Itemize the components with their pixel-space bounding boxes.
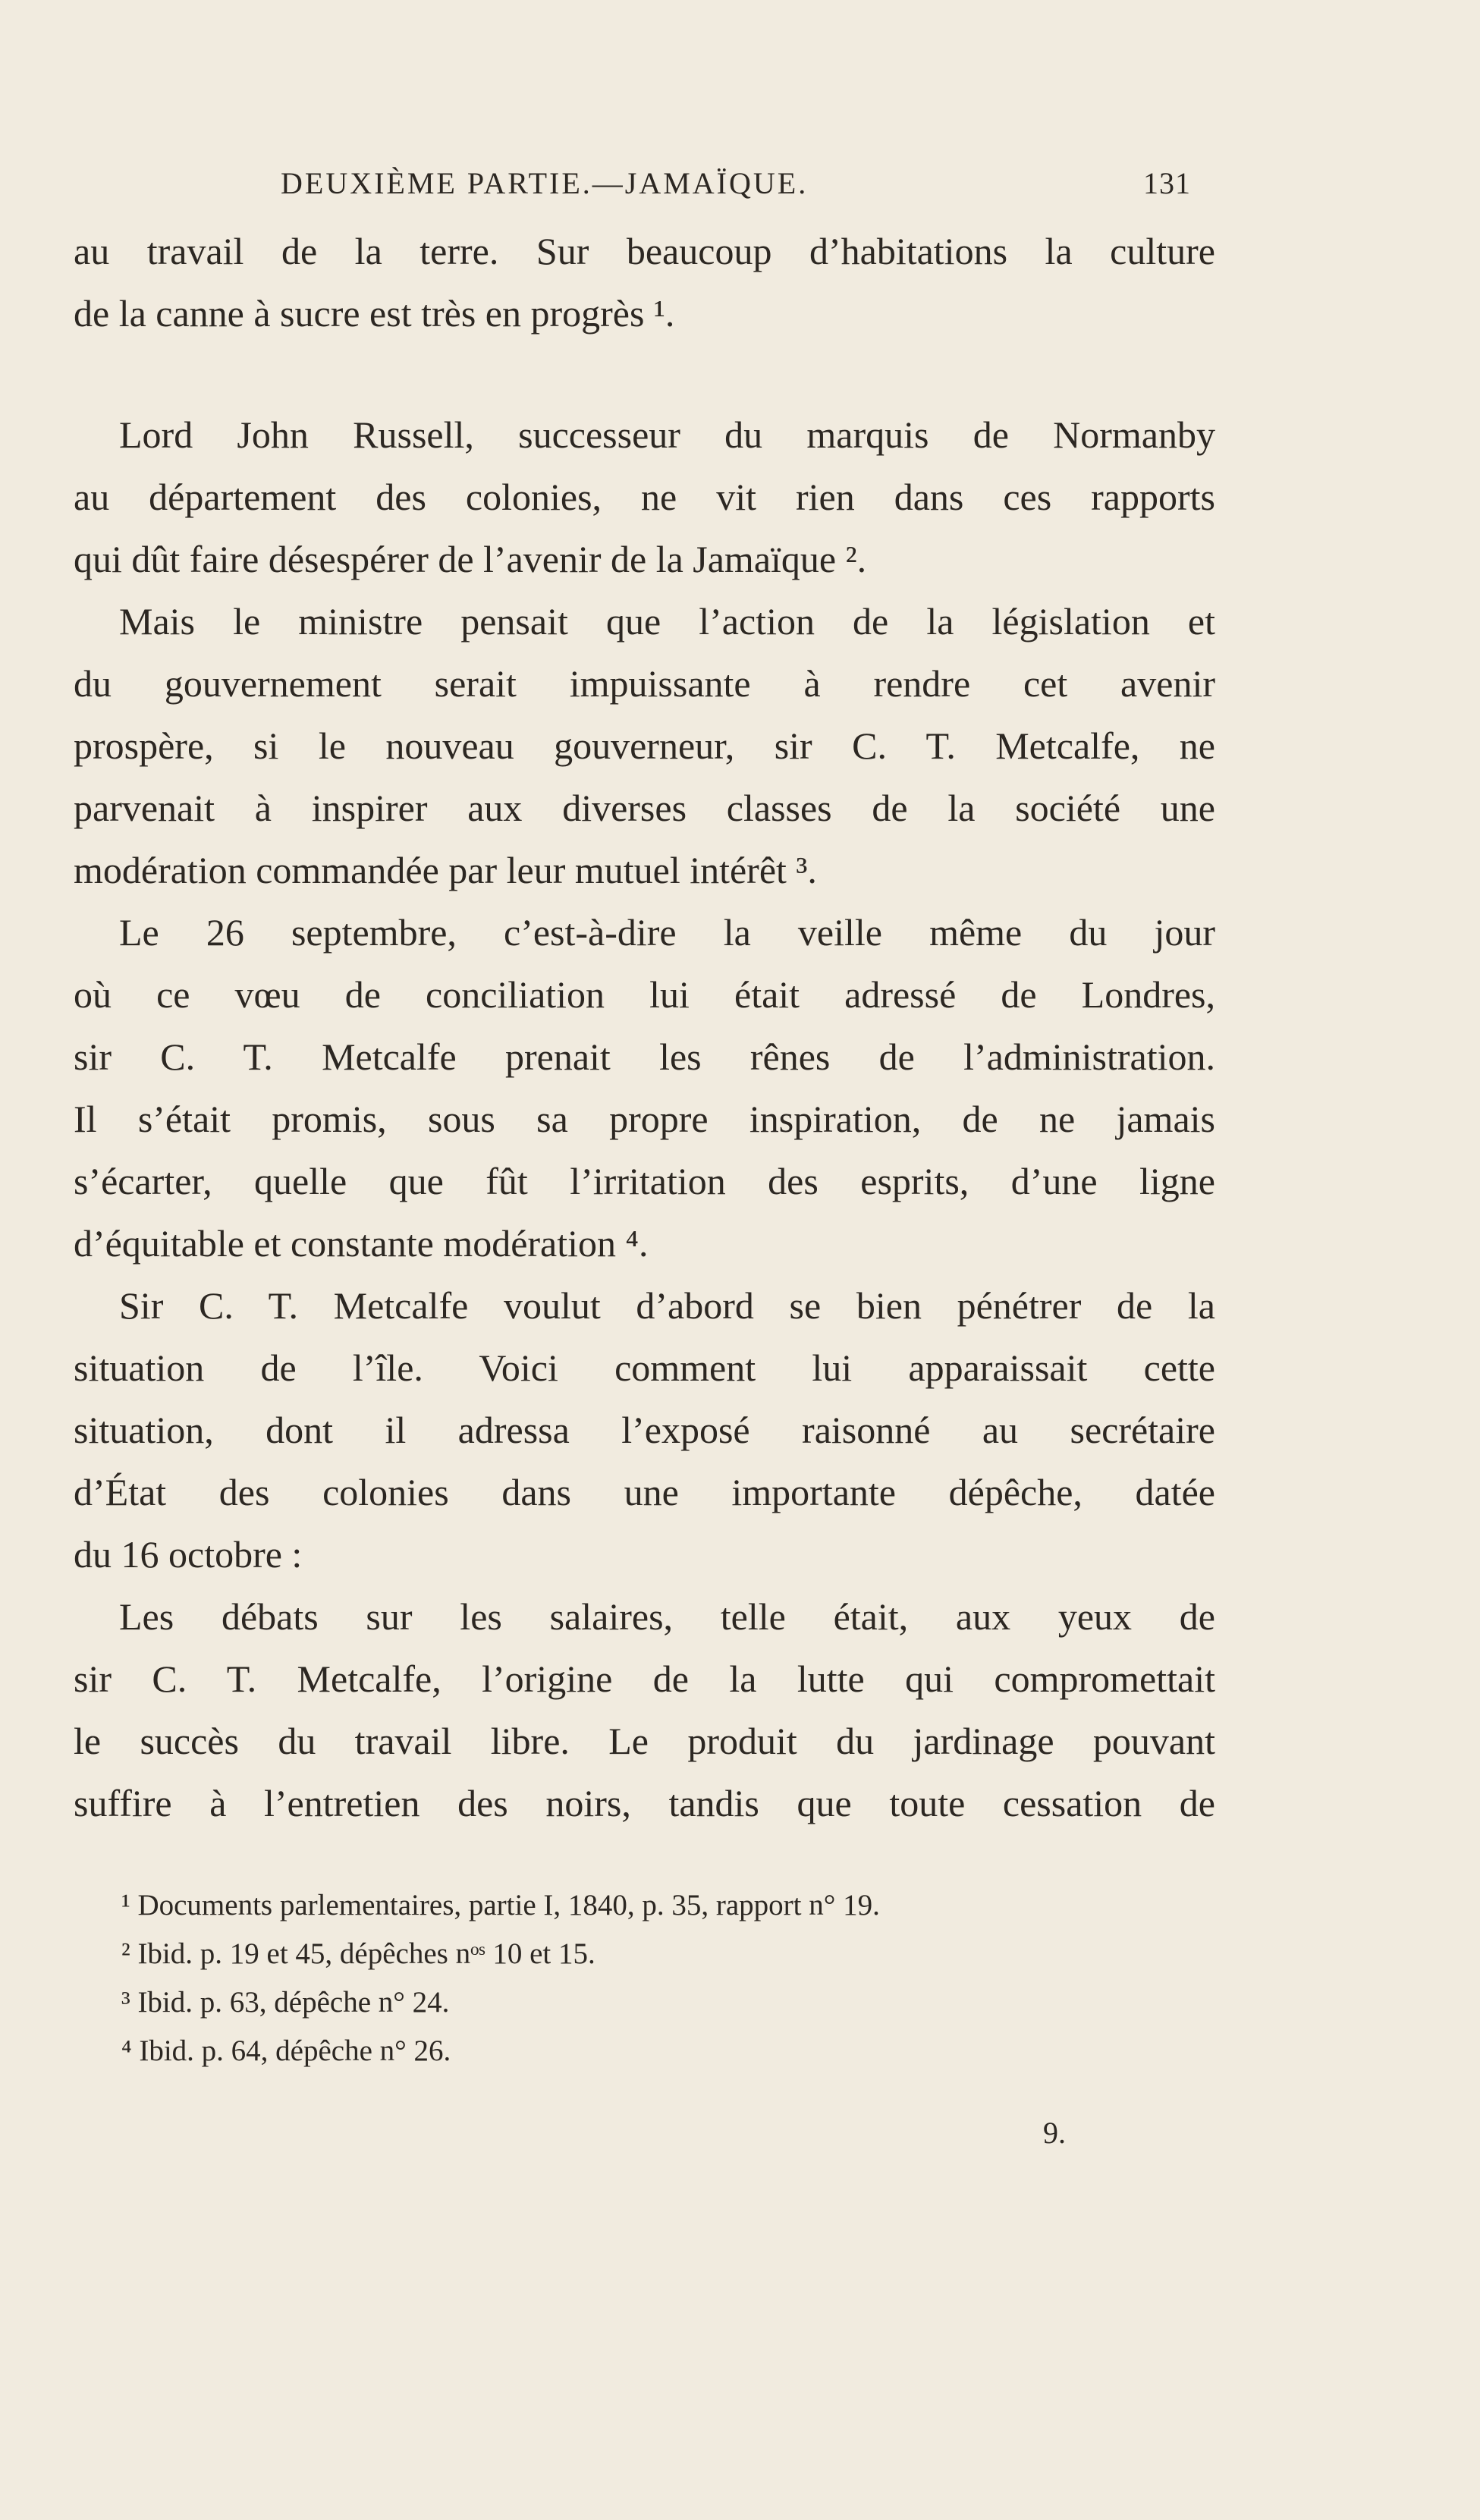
text-line: suffire à l’entretien des noirs, tandis que toute cessation de [74,1782,1215,1824]
text-line: au département des colonies, ne vit rien dans ces rapports [74,476,1215,518]
text-line: au travail de la terre. Sur beaucoup d’habitations la culture [74,230,1215,272]
text-line: de la canne à sucre est très en progrès ¹. [74,292,675,335]
text-line: d’équitable et constante modération ⁴. [74,1222,649,1265]
text-line: le succès du travail libre. Le produit du jardinage pouvant [74,1720,1215,1762]
footnote: ¹ Documents parlementaires, partie I, 1840, p. 35, rapport n° 19. [121,1889,880,1921]
footnote: ³ Ibid. p. 63, dépêche n° 24. [121,1986,450,2019]
text-line: où ce vœu de conciliation lui était adressé de Londres, [74,973,1215,1016]
text-line: Sir C. T. Metcalfe voulut d’abord se bien pénétrer de la [119,1284,1215,1327]
running-header-title: DEUXIÈME PARTIE.—JAMAÏQUE. [281,166,809,200]
text-line: Il s’était promis, sous sa propre inspiration, de ne jamais [74,1098,1215,1140]
text-line: Lord John Russell, successeur du marquis de Normanby [119,413,1215,456]
footnote: ⁴ Ibid. p. 64, dépêche n° 26. [121,2035,451,2067]
text-line: prospère, si le nouveau gouverneur, sir C. T. Metcalfe, ne [74,724,1215,767]
text-line: d’État des colonies dans une importante dépêche, datée [74,1471,1215,1513]
text-line: du 16 octobre : [74,1533,303,1576]
text-line: Les débats sur les salaires, telle était, aux yeux de [119,1595,1215,1638]
text-line: Le 26 septembre, c’est-à-dire la veille même du jour [119,911,1215,954]
running-header [281,165,1191,201]
text-line: sir C. T. Metcalfe prenait les rênes de l’administration. [74,1035,1215,1078]
text-line: situation de l’île. Voici comment lui apparaissait cette [74,1346,1215,1389]
text-line: situation, dont il adressa l’exposé raisonné au secrétaire [74,1409,1215,1451]
text-line: s’écarter, quelle que fût l’irritation des esprits, d’une ligne [74,1160,1215,1202]
text-line: qui dût faire désespérer de l’avenir de la Jamaïque ². [74,538,867,580]
text-line: Mais le ministre pensait que l’action de la législation et [119,600,1215,643]
page-number: 131 [1143,166,1191,200]
text-line: sir C. T. Metcalfe, l’origine de la lutte qui compromettait [74,1657,1215,1700]
footnote: ² Ibid. p. 19 et 45, dépêches nᵒˢ 10 et 15. [121,1937,595,1970]
text-line: modération commandée par leur mutuel intérêt ³. [74,849,817,891]
signature-mark: 9. [1043,2116,1066,2150]
text-line: du gouvernement serait impuissante à rendre cet avenir [74,662,1215,705]
text-line: parvenait à inspirer aux diverses classes de la société une [74,787,1215,829]
